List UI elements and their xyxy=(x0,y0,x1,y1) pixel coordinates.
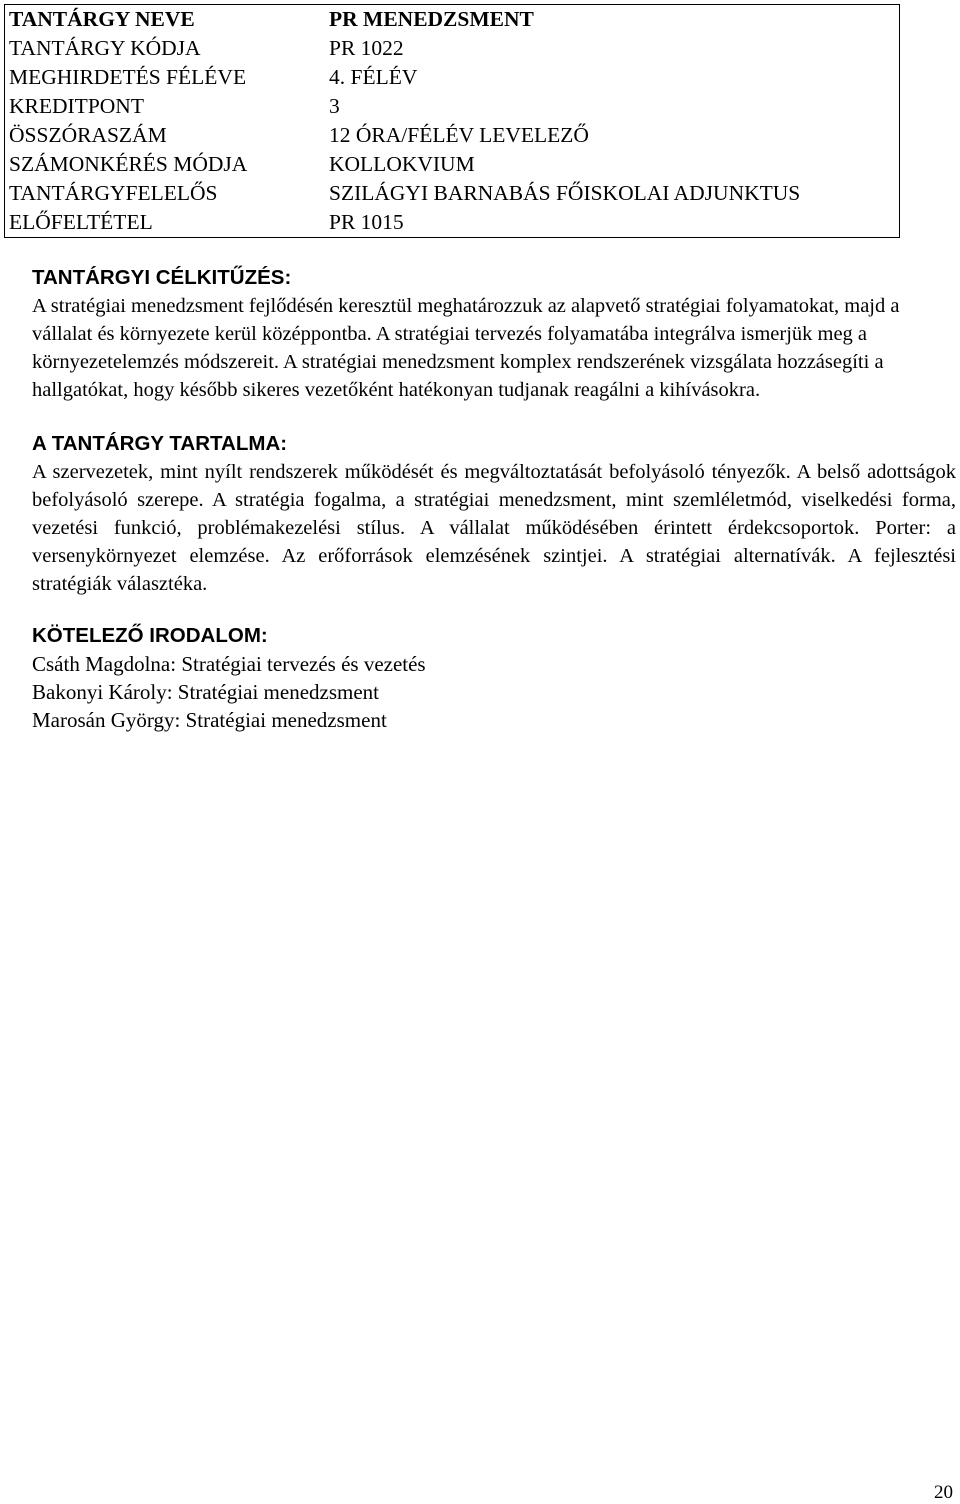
literature-item: Csáth Magdolna: Stratégiai tervezés és vezetés xyxy=(32,652,426,676)
info-value: 4. FÉLÉV xyxy=(329,65,418,89)
literature-section xyxy=(32,622,956,734)
info-value: KOLLOKVIUM xyxy=(329,152,475,176)
info-row-credits xyxy=(5,92,900,121)
info-row-total-hours xyxy=(5,121,900,150)
document-body xyxy=(32,264,956,734)
literature-item: Bakonyi Károly: Stratégiai menedzsment xyxy=(32,680,379,704)
info-row-course-code xyxy=(5,34,900,63)
info-row-assessment xyxy=(5,150,900,179)
info-label: KREDITPONT xyxy=(9,94,144,118)
content-text: A szervezetek, mint nyílt rendszerek működését és megváltoztatását befolyásoló tényezők. A belső adottságok befolyásoló szerepe. A stratégia fogalma, a stratégiai menedzsment, mint szemléletmód, viselkedési forma, vezetési funkció, problémakezelési stílus. A vállalat működésében érintett érdekcsoportok. Porter: a versenykörnyezet elemzése. Az erőforrások elemzésének szintjei. A stratégiai alternatívák. A fejlesztési stratégiák választéka. xyxy=(32,461,956,595)
info-row-responsible xyxy=(5,179,900,208)
info-value: PR MENEDZSMENT xyxy=(329,7,534,31)
info-label: TANTÁRGYFELELŐS xyxy=(9,181,218,205)
page-number: 20 xyxy=(934,1482,953,1503)
info-value: SZILÁGYI BARNABÁS FŐISKOLAI ADJUNKTUS xyxy=(329,181,801,205)
info-label: TANTÁRGY NEVE xyxy=(9,7,195,31)
literature-item: Marosán György: Stratégiai menedzsment xyxy=(32,708,387,732)
info-label: ELŐFELTÉTEL xyxy=(9,210,153,234)
info-value: PR 1022 xyxy=(329,36,404,60)
info-label: TANTÁRGY KÓDJA xyxy=(9,36,201,60)
objectives-section xyxy=(32,264,956,404)
info-value: 12 ÓRA/FÉLÉV LEVELEZŐ xyxy=(329,123,589,147)
info-label: SZÁMONKÉRÉS MÓDJA xyxy=(9,152,248,176)
content-title: A TANTÁRGY TARTALMA: xyxy=(32,432,288,455)
info-row-semester xyxy=(5,63,900,92)
course-info-body xyxy=(5,5,900,238)
content-section xyxy=(32,430,956,598)
section-spacer xyxy=(32,404,956,430)
section-spacer xyxy=(32,598,956,622)
objectives-text: A stratégiai menedzsment fejlődésén keresztül meghatározzuk az alapvető stratégiai folyamatokat, majd a vállalat és környezete kerül középpontba. A stratégiai tervezés folyamatába integrálva ismerjük meg a környezetelemzés módszereit. A stratégiai menedzsment komplex rendszerének vizsgálata hozzásegíti a hallgatókat, hogy később sikeres vezetőként hatékonyan tudjanak reagálni a kihívásokra. xyxy=(32,295,900,401)
objectives-title: TANTÁRGYI CÉLKITŰZÉS: xyxy=(32,266,292,289)
info-label: MEGHIRDETÉS FÉLÉVE xyxy=(9,65,247,89)
info-value: PR 1015 xyxy=(329,210,404,234)
info-row-course-name xyxy=(5,5,900,35)
course-info-table xyxy=(4,4,900,238)
info-value: 3 xyxy=(329,94,340,118)
info-label: ÖSSZÓRASZÁM xyxy=(9,123,167,147)
literature-title: KÖTELEZŐ IRODALOM: xyxy=(32,624,268,647)
info-row-prerequisite xyxy=(5,208,900,238)
